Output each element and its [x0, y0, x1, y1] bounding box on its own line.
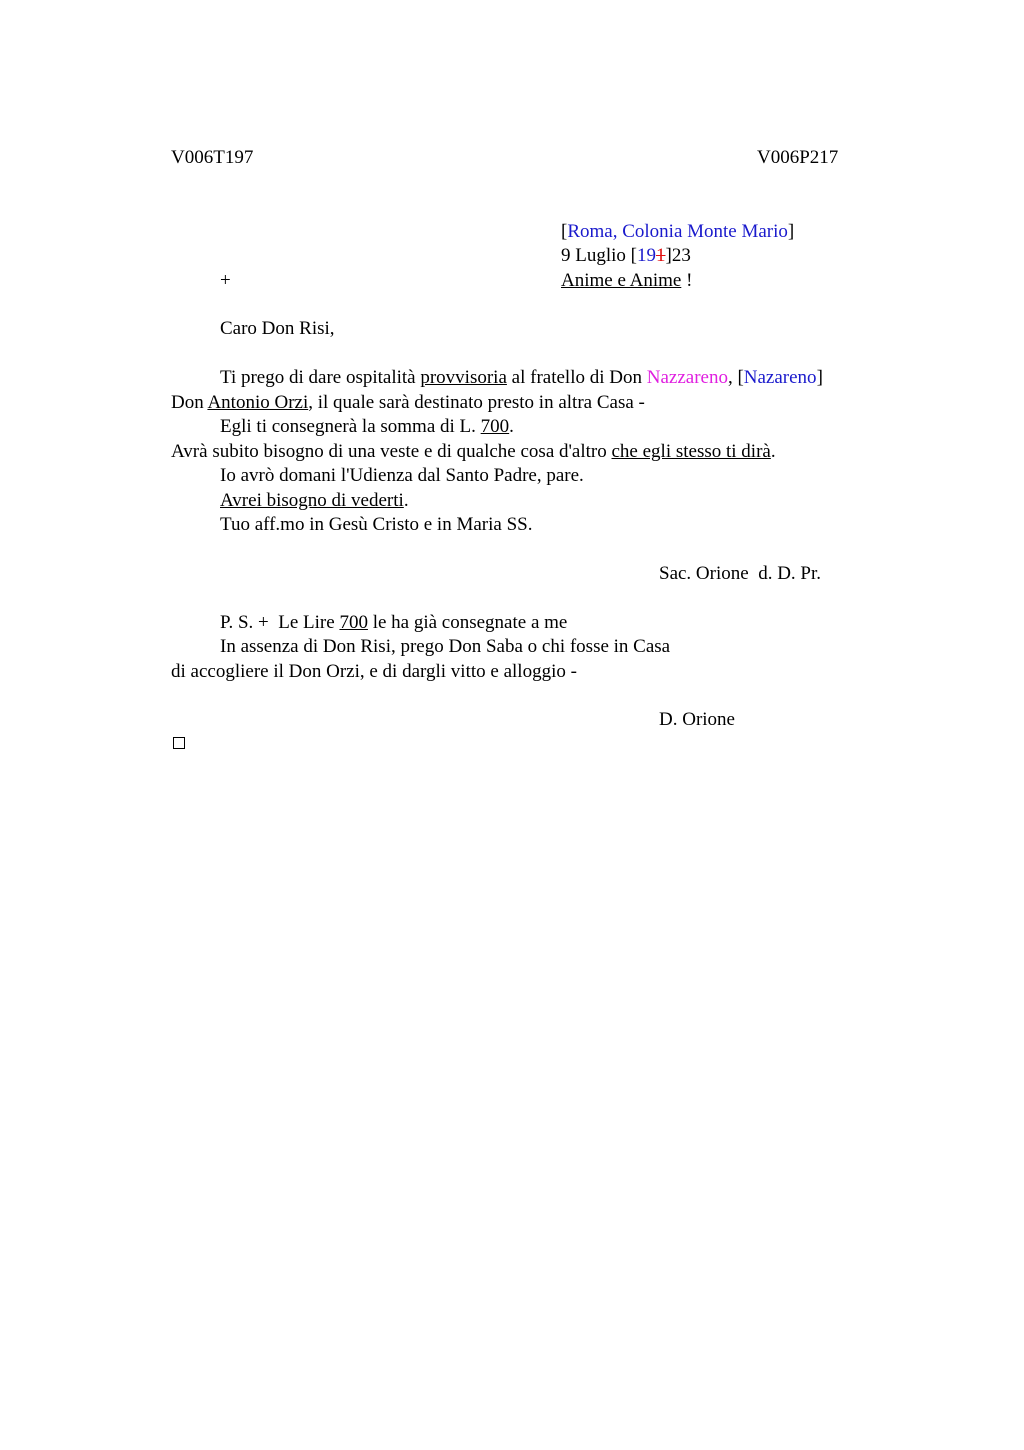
underlined-amount: 700	[480, 416, 510, 437]
place-bracket-close: ]	[787, 221, 795, 242]
signature-2: D. Orione	[659, 709, 735, 730]
text-run: , [	[727, 367, 744, 388]
place-bracket-open: [	[561, 221, 568, 242]
text-run: .	[403, 490, 409, 511]
text-run: P. S. + Le Lire	[220, 612, 340, 633]
postscript-line-1	[220, 611, 567, 635]
place-text: Roma, Colonia Monte Mario	[567, 221, 788, 242]
postscript-line-2: In assenza di Don Risi, prego Don Saba o chi fosse in Casa	[220, 636, 671, 657]
text-run: Egli ti consegnerà la somma di L.	[220, 416, 481, 437]
box-icon	[173, 737, 185, 749]
letter-date	[561, 244, 691, 268]
letter-place	[561, 220, 794, 244]
motto-text: Anime e Anime	[561, 270, 682, 291]
underlined-amount: 700	[339, 612, 368, 633]
name-corrected: Nazareno	[743, 367, 817, 388]
body-line-5: Io avrò domani l'Udienza dal Santo Padre, pare.	[220, 465, 584, 486]
underlined-phrase: Avrei bisogno di vederti	[220, 490, 404, 511]
text-run: Ti prego di dare ospitalità	[220, 367, 421, 388]
body-line-4	[171, 440, 776, 464]
text-run: .	[770, 441, 776, 462]
text-run: Don	[171, 392, 208, 413]
letter-motto	[561, 269, 692, 293]
name-original: Nazzareno	[646, 367, 728, 388]
postscript-line-3: di accogliere il Don Orzi, e di dargli vitto e alloggio -	[171, 661, 577, 682]
underlined-phrase: che egli stesso ti dirà	[611, 441, 771, 462]
date-suffix: ]23	[665, 245, 691, 266]
body-line-7: Tuo aff.mo in Gesù Cristo e in Maria SS.	[220, 514, 533, 535]
underlined-name: Antonio Orzi	[207, 392, 309, 413]
text-run: .	[509, 416, 514, 437]
date-year-struck: 1	[656, 245, 666, 266]
body-line-6	[220, 489, 409, 513]
text-run: Avrà subito bisogno di una veste e di qualche cosa d'altro	[171, 441, 612, 462]
body-line-3	[220, 415, 514, 439]
signature-1: Sac. Orione d. D. Pr.	[659, 563, 822, 584]
date-prefix: 9 Luglio [	[561, 245, 637, 266]
document-code-left: V006T197	[171, 147, 254, 168]
motto-tail: !	[681, 270, 693, 291]
text-run: ]	[816, 367, 823, 388]
date-year-blue: 19	[637, 245, 656, 266]
text-run: le ha già consegnate a me	[367, 612, 568, 633]
text-run: al fratello di Don	[506, 367, 647, 388]
document-code-right: V006P217	[757, 147, 839, 168]
cross-mark: +	[220, 270, 231, 291]
salutation: Caro Don Risi,	[220, 318, 335, 339]
body-line-2	[171, 391, 645, 415]
underlined-word: provvisoria	[420, 367, 507, 388]
text-run: , il quale sarà destinato presto in altra Casa -	[308, 392, 645, 413]
body-line-1	[220, 366, 823, 390]
